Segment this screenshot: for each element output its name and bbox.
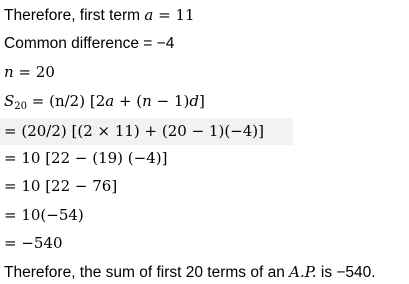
number-of-terms-line	[4, 61, 55, 83]
sum-formula-line	[4, 90, 205, 118]
first-term-variable: a	[144, 6, 154, 24]
sum-symbol: S	[4, 92, 15, 110]
ap-abbreviation: A.P.	[289, 263, 317, 281]
conclusion-line	[4, 261, 376, 284]
conclusion-text: Therefore, the sum of first 20 terms of an	[4, 264, 290, 281]
step-line-3: = 10(−54)	[4, 206, 84, 224]
step-line-1: = 10 [22 − (19) (−4)]	[4, 149, 168, 167]
formula-part: + (	[114, 92, 143, 110]
formula-part: = (n/2) [2	[27, 92, 106, 110]
first-term-line	[4, 4, 195, 27]
first-term-label: Therefore, first term	[4, 7, 145, 24]
formula-n: n	[142, 92, 152, 110]
formula-part: − 1)	[151, 92, 190, 110]
step-line-2: = 10 [22 − 76]	[4, 177, 118, 195]
formula-d: d	[189, 92, 199, 110]
n-value: = 20	[13, 63, 55, 81]
n-variable: n	[4, 63, 14, 81]
formula-part: ]	[198, 92, 205, 110]
conclusion-end: is −540.	[316, 264, 376, 281]
substitution-line: = (20/2) [(2 × 11) + (20 − 1)(−4)]	[4, 122, 264, 140]
first-term-value: = 11	[153, 6, 195, 24]
sum-subscript: 20	[14, 101, 28, 112]
formula-a: a	[105, 92, 115, 110]
common-difference-line: Common difference = −4	[4, 35, 175, 52]
result-line: = −540	[4, 234, 63, 252]
